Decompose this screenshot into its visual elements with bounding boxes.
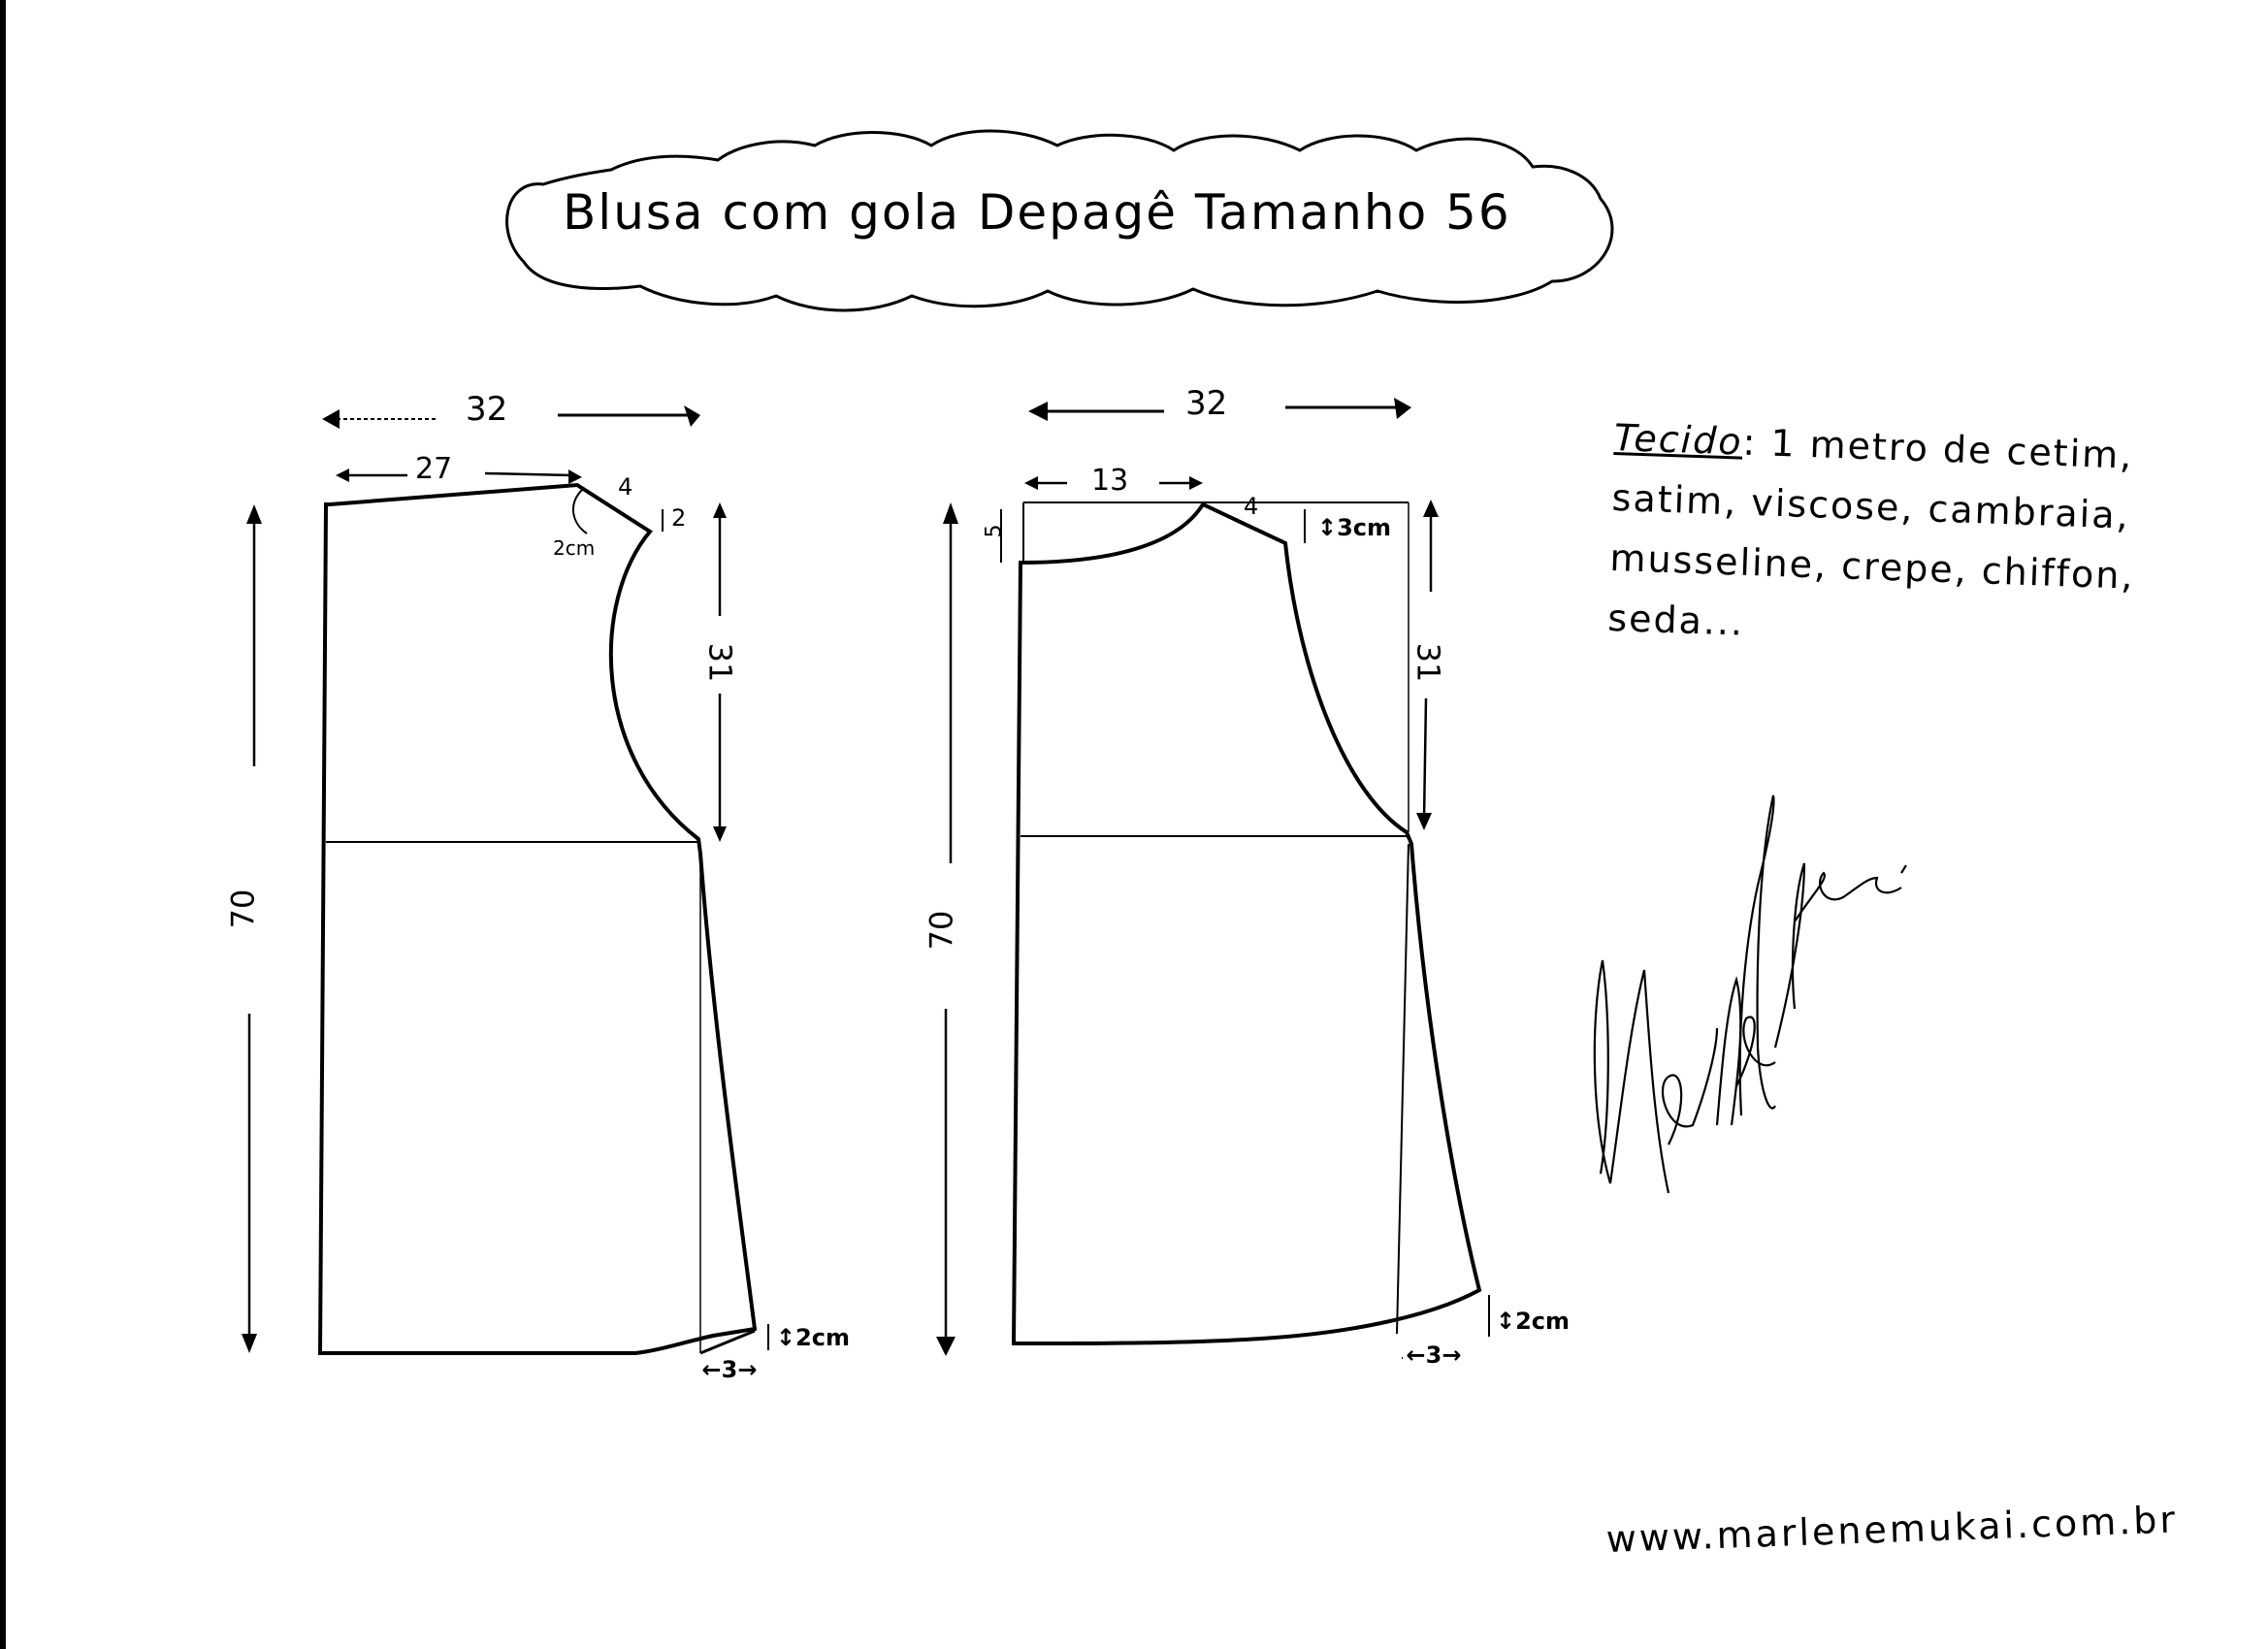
fabric-note — [1606, 407, 2140, 666]
fabric-line-3: musseline, crepe, chiffon, — [1608, 535, 2136, 598]
front-length-label: 70 — [224, 889, 262, 929]
back-shoulder-len-label: 4 — [1244, 493, 1259, 520]
front-shoulder-to-arrowhead-right — [568, 469, 582, 484]
back-width-arrowhead-right — [1394, 398, 1411, 419]
back-neck-arrowhead-right — [1189, 476, 1203, 490]
back-hem-out-label — [1403, 1342, 1465, 1369]
back-armhole-arrowhead-bottom — [1416, 813, 1432, 830]
front-shoulder-len-label: 4 — [618, 473, 633, 501]
front-hem-out-value: ←3→ — [701, 1356, 758, 1383]
front-pattern-piece — [242, 405, 768, 1373]
back-hem-out-value: ←3→ — [1406, 1342, 1462, 1369]
back-armhole-arrow-bottom — [1424, 698, 1426, 820]
website-url: www.marlenemukai.com.br — [1605, 1498, 2179, 1561]
back-length-arrowhead-top — [943, 502, 958, 524]
page-title: Blusa com gola Depagê Tamanho 56 — [563, 184, 1511, 241]
back-length-label: 70 — [923, 910, 960, 951]
fabric-line-1-text: : 1 metro de cetim, — [1741, 420, 2135, 477]
back-armhole-depth-label: 31 — [1409, 642, 1447, 683]
front-length-arrowhead-top — [246, 504, 262, 524]
back-neck-depth-label: 5 — [982, 524, 1007, 538]
fabric-line-4: seda... — [1606, 596, 1745, 644]
back-length-arrowhead-bottom — [936, 1337, 956, 1356]
back-pattern-piece — [936, 398, 1489, 1358]
front-shoulder-to-arrow-right — [485, 473, 572, 475]
front-shoulder-drop-label: 2 — [671, 504, 687, 532]
front-length-arrowhead-bottom — [242, 1334, 257, 1353]
front-neck-drop-label: 2cm — [553, 536, 596, 560]
back-outline — [1014, 504, 1479, 1343]
front-neck-drop-arrow — [573, 490, 587, 534]
back-shoulder-drop-label: ↕3cm — [1317, 514, 1392, 541]
front-hem-rise-label — [776, 1324, 850, 1351]
front-outline — [320, 485, 755, 1353]
front-shoulder-to-label: 27 — [415, 452, 453, 486]
back-width-arrowhead-left — [1028, 402, 1048, 421]
signature — [1595, 795, 1906, 1193]
back-hem-rise-value: ↕2cm — [1496, 1308, 1571, 1335]
back-armhole-arrowhead-top — [1423, 500, 1439, 517]
front-armhole-arrowhead-top — [713, 502, 727, 518]
front-hem-out-label — [698, 1356, 761, 1383]
back-width-label: 32 — [1185, 384, 1228, 423]
front-armhole-arrowhead-bottom — [713, 826, 727, 842]
front-width-label: 32 — [466, 390, 508, 429]
back-neck-arrowhead-left — [1024, 476, 1038, 490]
back-inner-line — [1397, 844, 1409, 1334]
front-hem-rise-value: ↕2cm — [776, 1324, 851, 1351]
fabric-line-2: satim, viscose, cambraia, — [1610, 475, 2131, 537]
fabric-label: Tecido — [1613, 415, 1744, 464]
front-shoulder-to-arrowhead-left — [336, 469, 349, 482]
back-hem-rise-label — [1496, 1308, 1570, 1335]
front-armhole-depth-label: 31 — [701, 642, 739, 683]
back-neck-width-label: 13 — [1091, 464, 1129, 498]
front-width-arrowhead-left — [322, 409, 340, 429]
